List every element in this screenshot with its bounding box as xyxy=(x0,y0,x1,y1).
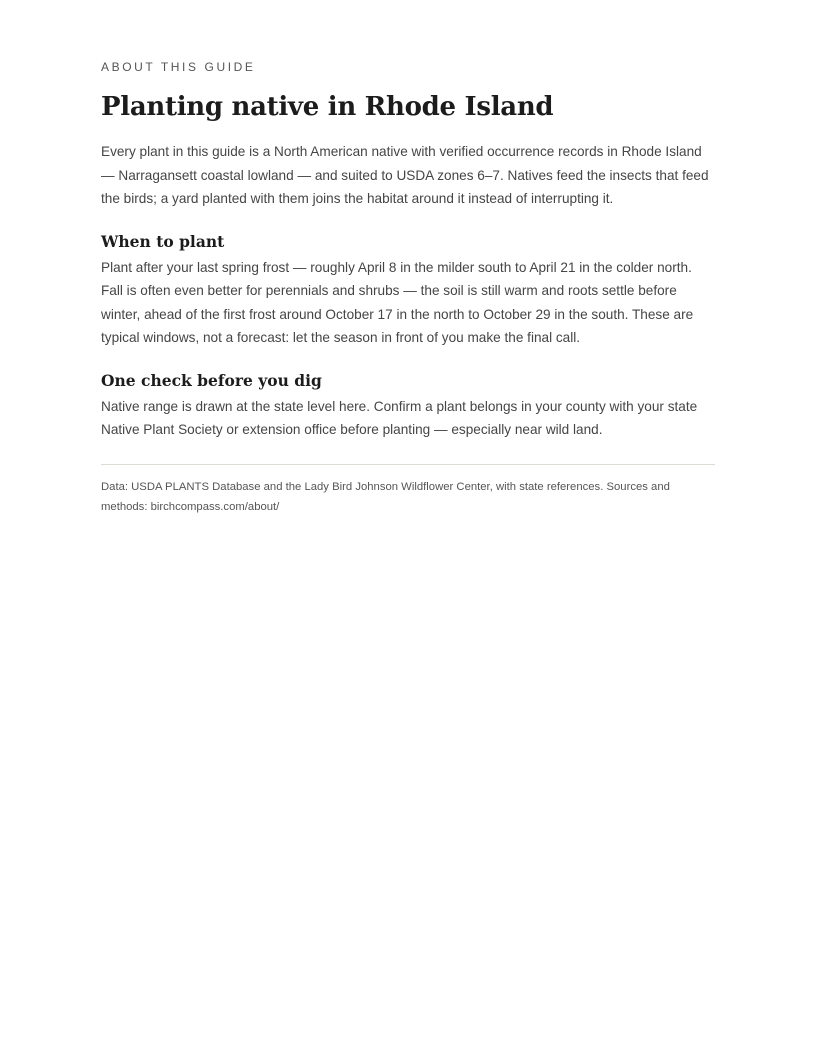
section-when-to-plant xyxy=(101,231,715,350)
page-title: Planting native in Rhode Island xyxy=(101,92,554,122)
section-heading-when-to-plant: When to plant xyxy=(101,231,225,251)
section-heading-check-before-dig: One check before you dig xyxy=(101,370,322,390)
guide-page xyxy=(101,58,715,517)
section-body-when-to-plant: Plant after your last spring frost — roughly April 8 in the milder south to April 21 in the colder north. Fall is often even better for perennials and shrubs — the soil is still warm and roots settle before winter, ahead of the first frost around October 17 in the north to October 29 in the south. These are typical windows, not a forecast: let the season in front of you make the final call. xyxy=(101,259,694,345)
data-sources-note: Data: USDA PLANTS Database and the Lady Bird Johnson Wildflower Center, with state references. Sources and methods: birchcompass.com/about/ xyxy=(101,480,670,513)
section-check-before-dig xyxy=(101,370,715,442)
intro-paragraph: Every plant in this guide is a North American native with verified occurrence records in Rhode Island — Narragansett coastal lowland — and suited to USDA zones 6–7. Natives feed the insects that feed the birds; a yard planted with them joins the habitat around it instead of interrupting it. xyxy=(101,144,709,206)
section-eyebrow: ABOUT THIS GUIDE xyxy=(101,60,256,74)
footer-divider xyxy=(101,464,715,465)
section-body-check-before-dig: Native range is drawn at the state level here. Confirm a plant belongs in your county with your state Native Plant Society or extension office before planting — especially near wild land. xyxy=(101,398,698,437)
